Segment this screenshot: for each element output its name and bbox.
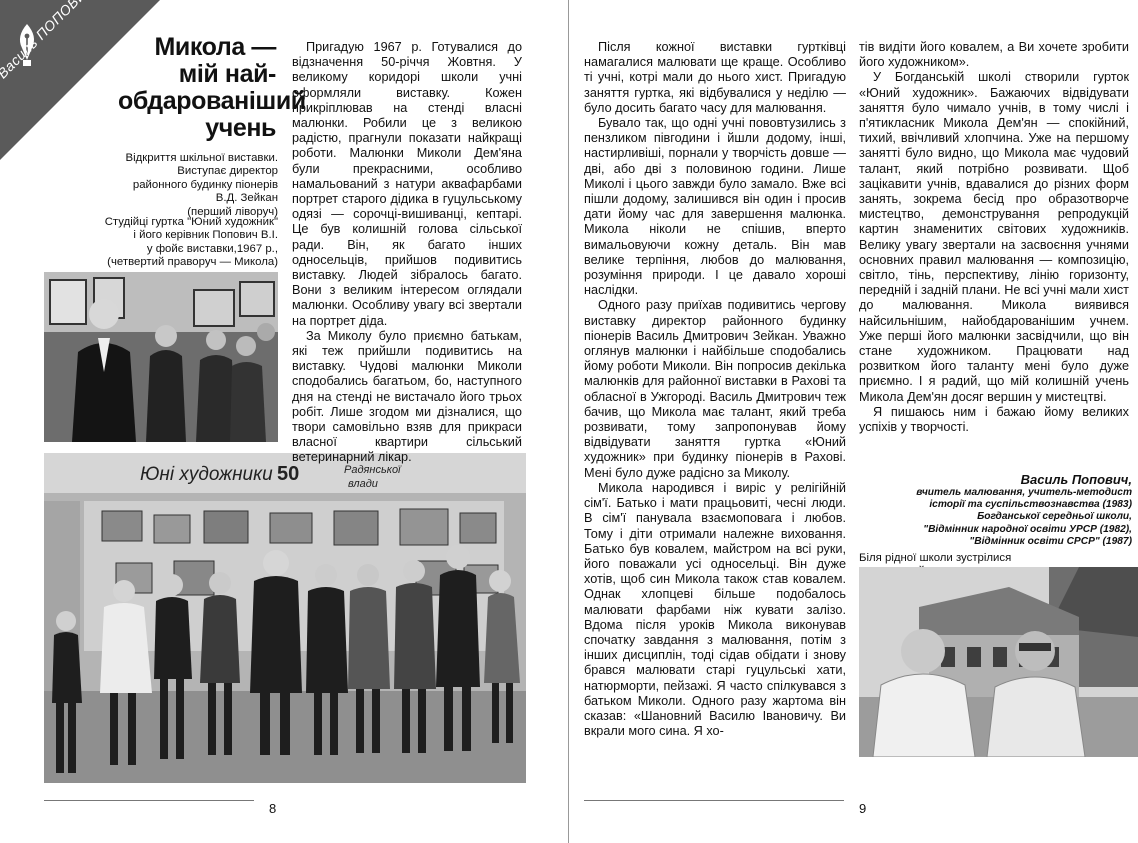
left-page bbox=[0, 0, 568, 843]
article-title: Микола — мій най- обдарованіший учень bbox=[118, 33, 306, 142]
photo-banner-text-3: влади bbox=[348, 478, 378, 490]
paragraph: Микола народився і виріс у релігійній сім'ї. Батько і мати працьовиті, чесні люди. В сім'ї панувала взаємоповага і любов. Тому і діти отримали належне виховання. Батько був ковалем, майстром на всі руки, його поважали усі односельці. Він дуже хотів, щоб син Микола також став ковалем. Однак хлопцеві більше подобалось малювати фарбами ніж кувати залізо. Вдома після уроків Микола виконував спочатку завдання з малювання, потім з інших дисциплін, тоді сідав обідати і знову брався малювати старі гуцульські хати, натюрморти, пейзажі. Я часто спілкувався з батьком Миколи. Одного разу жартома він сказав: «Шановний Василю Івановичу. Ви вкрали мого сина. Я хо- bbox=[584, 480, 846, 739]
photo-young-artists-group bbox=[44, 453, 526, 783]
article-column-right bbox=[859, 40, 1129, 435]
page-number: 9 bbox=[859, 801, 867, 816]
photo-banner-text-2: Радянської bbox=[344, 464, 401, 476]
photo-caption-students: Студійці гуртка "Юний художник" і його керівник Попович В.І. у фойє виставки,1967 р., (четвертий праворуч — Микола) bbox=[104, 216, 278, 269]
photo-banner-number: 50 bbox=[277, 463, 300, 485]
photo-banner-text: Юні художники bbox=[140, 464, 273, 485]
paragraph: Бувало так, що одні учні пововтузились з пензликом півгодини і йшли додому, інші, настирливіші, порнали у творчість довше — дві, або дві з половиною години. Лише Миколі і цього завжди було замало. Вже всі пішли додому, залишився він один і просив дати йому час для завершення малюнка. Микола ніколи не спішив, вперто вимальовуючи кожну деталь. Він мав велике терпіння, любов до малювання, розуміння природи. І це давало хороші наслідки. bbox=[584, 116, 846, 298]
paragraph: Пригадую 1967 р. Готувалися до відзначення 50-річчя Жовтня. У великому коридорі школи учні оформляли виставку. Кожен прикріплював на стенді власні малюнки. Робили це з великою радістю, прагнули показати найкращі роботи. Малюнки Миколи Дем'яна були прекрасними, особливо намальований з натури аквафарбами портрет старого дідика в гуцульському одязі — сорочці-вишиванці, кептарі. Це був колишній голова сільської ради. Він, як багато інших односельців, прийшов подивитись виставку. Людей зібралось багато. Вони з великим інтересом оглядали малюнки. Особливу увагу всі звертали на портрет діда. bbox=[292, 40, 522, 328]
paragraph: Я пишаюсь ним і бажаю йому великих успіхів у творчості. bbox=[859, 404, 1129, 435]
photo-teacher-student-reunion bbox=[859, 567, 1138, 757]
paragraph: Після кожної виставки гуртківці намагалися малювати ще краще. Особливо ті учні, котрі мали до нього хист. Пригадую заняття гуртка, які відбувалися у неділю — було досить багато часу для малювання. bbox=[584, 40, 846, 115]
footer-rule bbox=[584, 800, 844, 801]
signature-name: Василь Попович, bbox=[1020, 472, 1132, 487]
page-number: 8 bbox=[269, 801, 277, 816]
author-signature: Василь Попович, вчитель малювання, учитель-методист історії та суспільствознавства (1983) Богданської середньої школи, "Відмінник народної освіти УРСР (1982), "Відмінник освіти СРСР" (1987) bbox=[859, 472, 1132, 548]
footer-rule bbox=[44, 800, 254, 801]
article-column-left bbox=[292, 40, 522, 466]
photo-caption-reunion: Біля рідної школи зустрілися bbox=[859, 552, 1012, 564]
paragraph: тів видіти його ковалем, а Ви хочете зробити його художником». bbox=[859, 40, 1129, 70]
photo-exhibition-opening bbox=[44, 272, 278, 442]
article-column-middle bbox=[584, 40, 846, 739]
paragraph: У Богданській школі створили гурток «Юний художник». Бажаючих відвідувати заняття було чимало учнів, в тому числі і п'ятикласник Микола Дем'ян — спокійний, тихий, ввічливий хлопчина. Уже на першому занятті було видно, що Микола має чудовий талант, який потрібно розвивати. Щоб зацікавити учнів, вдавалися до різних форм занять, зокрема бесід про образотворче мистецтво, демонстрування репродукцій картин знаменитих світових художників. Велику увагу звертали на засвоєння учнями основних правил малювання — композицію, світло, тінь, перспективу, лінію горизонту, передній і задній плани. Не всі учні мали хист до малювання. Микола виявився найсильнішим, найобдарованішим учнем. Уже перші його малюнки засвідчили, що він стане художником. Працювати над розвитком його таланту мені було дуже приємно. І я радий, що мій колишній учень Микола Дем'ян досяг вершин у мистецтві. bbox=[859, 70, 1129, 404]
paragraph: За Миколу було приємно батькам, які теж прийшли подивитись на виставку. Чудові малюнки Миколи сподобались багатьом, бо, наступного дня на стенді не вистачало його трьох робіт. Лише згодом ми дізналися, що твори самовільно взяв для прикраси власної квартири сільський ветеринарний лікар. bbox=[292, 328, 522, 465]
photo-caption-opening: Відкриття шкільної виставки. Виступає директор районного будинку піонерів В.Д. Зейкан (перший ліворуч) bbox=[125, 152, 278, 218]
paragraph: Одного разу приїхав подивитись чергову виставку директор районного будинку піонерів Василь Дмитрович Зейкан. Уважно оглянув малюнки і найбільше сподобались йому роботи Миколи. Він попросив декілька малюнків для районної виставки в Рахові та обласної в Ужгороді. Василь Дмитрович теж бачив, що Микола має талант, який треба розвивати, тому запропонував йому відвідувати заняття гуртка «Юний художник» при будинку піонерів в Рахові. Мені було дуже радісно за Миколу. bbox=[584, 298, 846, 480]
